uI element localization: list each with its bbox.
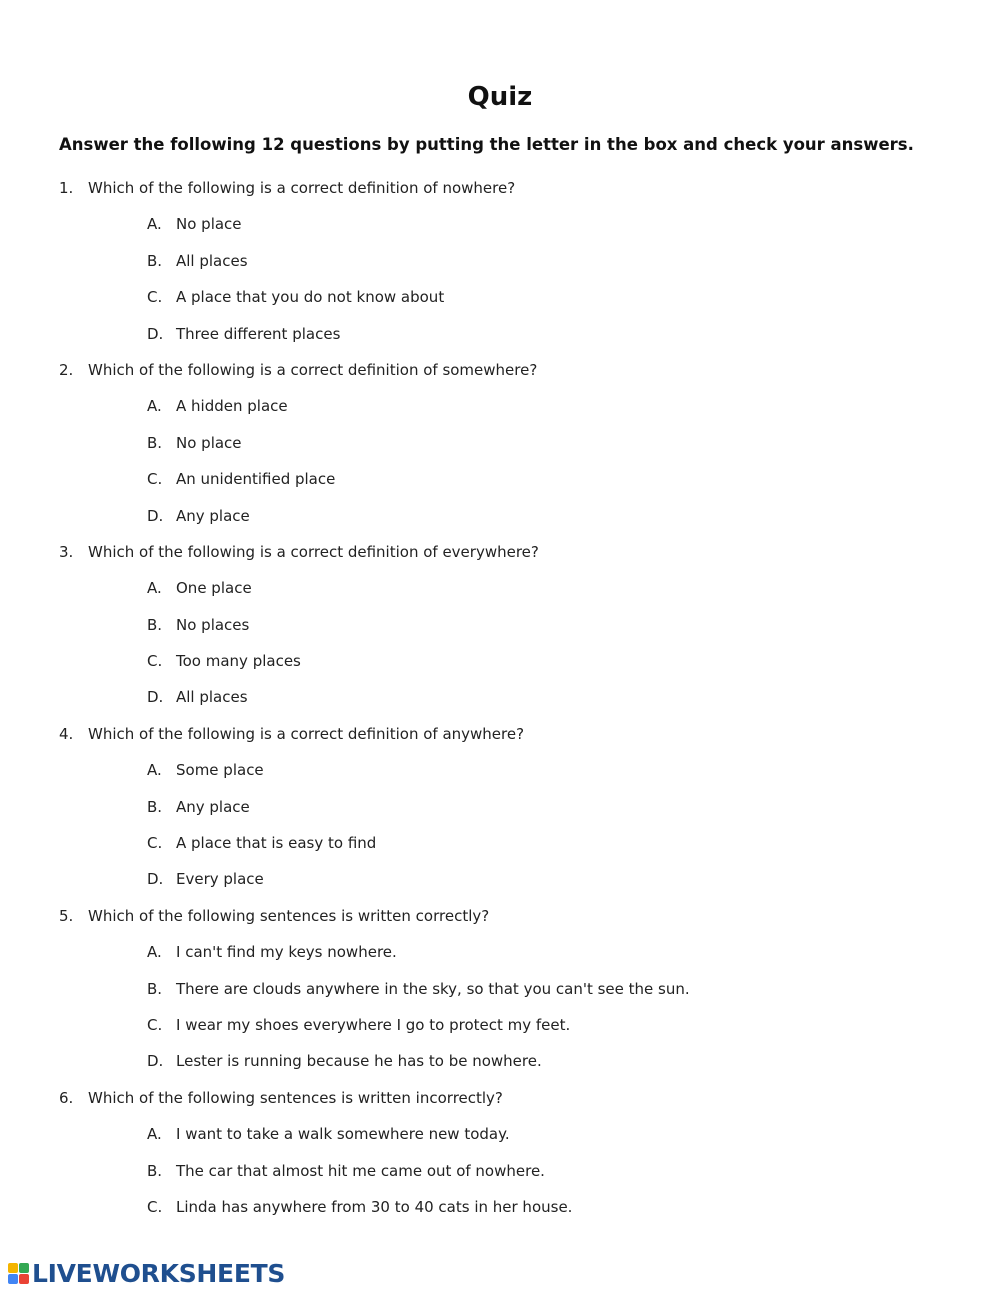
- option-letter: B.: [147, 1161, 163, 1180]
- option-text: There are clouds anywhere in the sky, so that you can't see the sun.: [176, 979, 690, 998]
- option-text: I can't find my keys nowhere.: [176, 943, 397, 962]
- option-letter: A.: [147, 215, 162, 234]
- option-text: The car that almost hit me came out of nowhere.: [176, 1161, 545, 1180]
- instructions: Answer the following 12 questions by putting the letter in the box and check your answers.: [59, 135, 914, 154]
- answer-option: [0, 212, 1000, 248]
- question-text: Which of the following sentences is written incorrectly?: [88, 1088, 503, 1107]
- question-text: Which of the following is a correct definition of somewhere?: [88, 360, 538, 379]
- question: [0, 358, 1000, 394]
- option-text: Lester is running because he has to be nowhere.: [176, 1052, 542, 1071]
- question-text: Which of the following is a correct definition of nowhere?: [88, 179, 516, 197]
- logo-tile: [8, 1274, 18, 1284]
- option-text: An unidentified place: [176, 470, 336, 489]
- liveworksheets-logo[interactable]: [8, 1258, 285, 1288]
- question: [0, 540, 1000, 576]
- option-text: I want to take a walk somewhere new today.: [176, 1125, 510, 1144]
- answer-option: [0, 1159, 1000, 1195]
- option-letter: D.: [147, 324, 164, 343]
- question-number: 1.: [59, 179, 74, 197]
- option-text: No places: [176, 615, 250, 634]
- question: [0, 722, 1000, 758]
- option-letter: A.: [147, 943, 162, 962]
- question-number: 3.: [59, 542, 74, 561]
- question: [0, 1086, 1000, 1122]
- option-text: All places: [176, 251, 248, 270]
- answer-option: [0, 1013, 1000, 1049]
- answer-option: [0, 867, 1000, 903]
- answer-option: [0, 1195, 1000, 1231]
- option-letter: A.: [147, 1125, 162, 1144]
- option-text: No place: [176, 215, 242, 234]
- option-letter: D.: [147, 870, 164, 889]
- answer-option: [0, 467, 1000, 503]
- option-text: Too many places: [176, 652, 301, 671]
- liveworksheets-logo-icon: [8, 1263, 29, 1284]
- option-text: Any place: [176, 797, 250, 816]
- answer-option: [0, 649, 1000, 685]
- option-text: Every place: [176, 870, 264, 889]
- option-letter: C.: [147, 834, 163, 853]
- logo-text: LIVEWORKSHEETS: [32, 1258, 286, 1288]
- answer-option: [0, 831, 1000, 867]
- option-letter: C.: [147, 1015, 163, 1034]
- option-letter: B.: [147, 797, 163, 816]
- option-letter: D.: [147, 506, 164, 525]
- option-letter: C.: [147, 288, 163, 307]
- option-text: Any place: [176, 506, 250, 525]
- question-number: 2.: [59, 360, 74, 379]
- option-letter: B.: [147, 979, 163, 998]
- answer-option: [0, 504, 1000, 540]
- option-text: A place that you do not know about: [176, 288, 445, 307]
- answer-option: [0, 249, 1000, 285]
- question-list: [0, 176, 1000, 1231]
- question-number: 6.: [59, 1088, 74, 1107]
- option-letter: C.: [147, 1197, 163, 1216]
- answer-option: [0, 1049, 1000, 1085]
- logo-tile: [19, 1274, 29, 1284]
- option-text: All places: [176, 688, 248, 707]
- option-text: Some place: [176, 761, 264, 780]
- answer-option: [0, 758, 1000, 794]
- option-letter: C.: [147, 652, 163, 671]
- answer-option: [0, 576, 1000, 612]
- answer-option: [0, 394, 1000, 430]
- answer-option: [0, 285, 1000, 321]
- answer-option: [0, 322, 1000, 358]
- option-letter: D.: [147, 688, 164, 707]
- option-text: Linda has anywhere from 30 to 40 cats in her house.: [176, 1197, 573, 1216]
- option-letter: A.: [147, 579, 162, 598]
- logo-tile: [19, 1263, 29, 1273]
- option-letter: A.: [147, 761, 162, 780]
- option-text: A place that is easy to find: [176, 834, 377, 853]
- option-text: No place: [176, 433, 242, 452]
- option-text: Three different places: [176, 324, 341, 343]
- option-letter: D.: [147, 1052, 164, 1071]
- option-text: A hidden place: [176, 397, 288, 416]
- answer-option: [0, 431, 1000, 467]
- option-letter: A.: [147, 397, 162, 416]
- answer-option: [0, 977, 1000, 1013]
- answer-option: [0, 795, 1000, 831]
- answer-option: [0, 940, 1000, 976]
- question-text: Which of the following sentences is written correctly?: [88, 906, 490, 925]
- question-number: 5.: [59, 906, 74, 925]
- option-text: I wear my shoes everywhere I go to protect my feet.: [176, 1015, 571, 1034]
- option-letter: B.: [147, 433, 163, 452]
- question: [0, 904, 1000, 940]
- option-letter: C.: [147, 470, 163, 489]
- answer-option: [0, 685, 1000, 721]
- answer-option: [0, 613, 1000, 649]
- question: [0, 176, 1000, 212]
- question-number: 4.: [59, 724, 74, 743]
- answer-option: [0, 1122, 1000, 1158]
- option-text: One place: [176, 579, 252, 598]
- question-text: Which of the following is a correct definition of anywhere?: [88, 724, 525, 743]
- question-text: Which of the following is a correct definition of everywhere?: [88, 542, 539, 561]
- page-title: Quiz: [467, 82, 533, 112]
- logo-tile: [8, 1263, 18, 1273]
- option-letter: B.: [147, 251, 163, 270]
- option-letter: B.: [147, 615, 163, 634]
